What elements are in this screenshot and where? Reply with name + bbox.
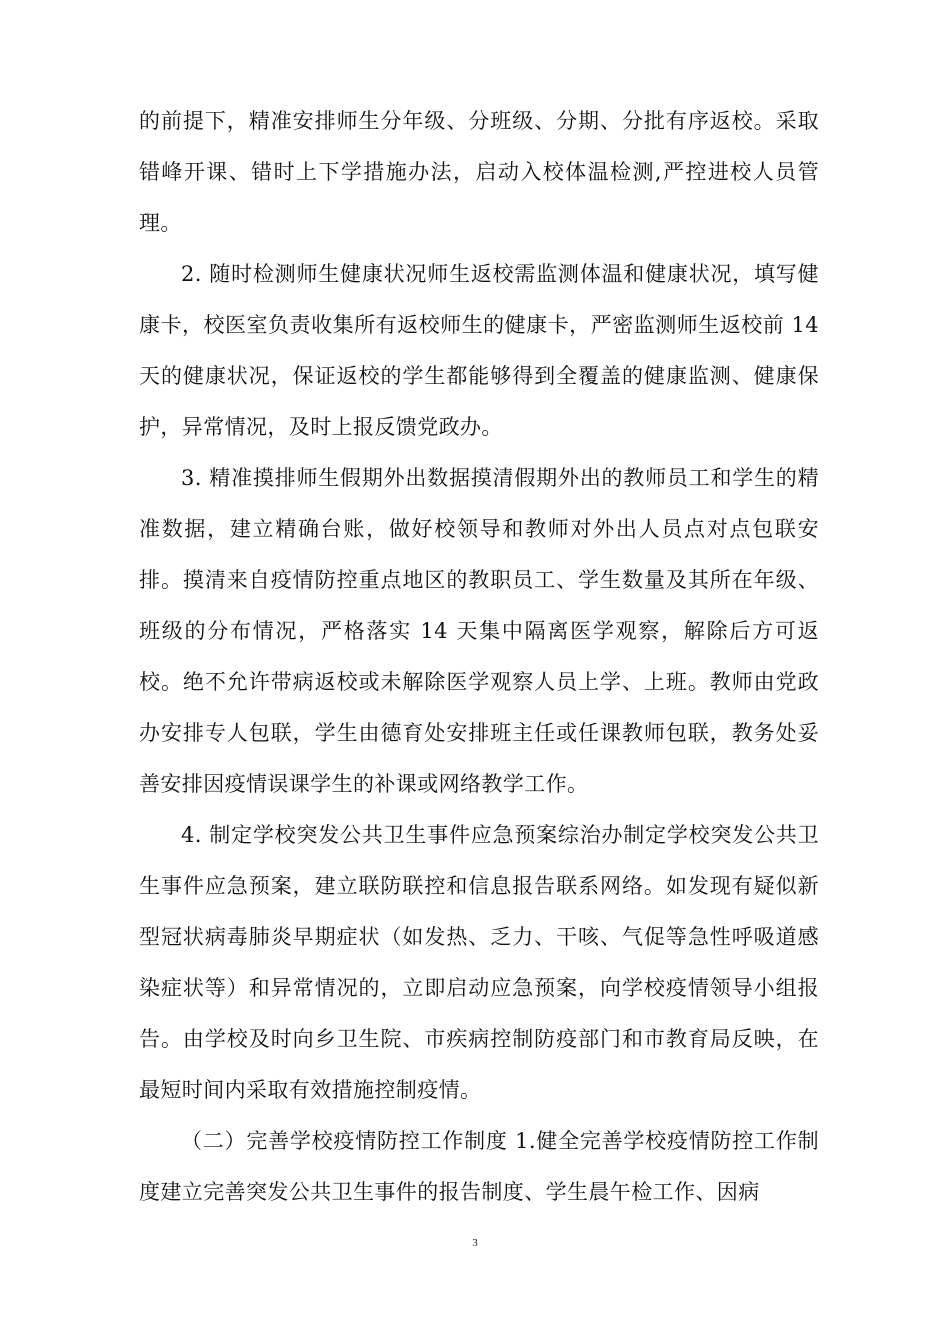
- paragraph-continuation: 的前提下，精准安排师生分年级、分班级、分期、分批有序返校。采取错峰开课、错时上下学措施办法，启动入校体温检测,严控进校人员管理。: [139, 109, 819, 235]
- body-text: [139, 96, 819, 1218]
- paragraph-section-2: （二）完善学校疫情防控工作制度 1.健全完善学校疫情防控工作制度建立完善突发公共卫生事件的报告制度、学生晨午检工作、因病: [139, 1129, 819, 1204]
- paragraph-item-3: 3. 精准摸排师生假期外出数据摸清假期外出的教师员工和学生的精准数据，建立精确台账，做好校领导和教师对外出人员点对点包联安排。摸清来自疫情防控重点地区的教职员工、学生数量及其所在年级、班级的分布情况，严格落实 14 天集中隔离医学观察，解除后方可返校。绝不允许带病返校或未解除医学观察人员上学、上班。教师由党政办安排专人包联，学生由德育处安排班主任或任课教师包联，教务处妥善安排因疫情误课学生的补课或网络教学工作。: [139, 466, 819, 796]
- paragraph-item-4: 4. 制定学校突发公共卫生事件应急预案综治办制定学校突发公共卫生事件应急预案，建立联防联控和信息报告联系网络。如发现有疑似新型冠状病毒肺炎早期症状（如发热、乏力、干咳、气促等急性呼吸道感染症状等）和异常情况的，立即启动应急预案，向学校疫情领导小组报告。由学校及时向乡卫生院、市疾病控制防疫部门和市教育局反映，在最短时间内采取有效措施控制疫情。: [139, 823, 819, 1102]
- paragraph-item-2: 2. 随时检测师生健康状况师生返校需监测体温和健康状况，填写健康卡，校医室负责收集所有返校师生的健康卡，严密监测师生返校前 14 天的健康状况，保证返校的学生都能够得到全覆盖的健康监测、健康保护，异常情况，及时上报反馈党政办。: [139, 262, 819, 439]
- page-number: 3: [472, 1237, 478, 1249]
